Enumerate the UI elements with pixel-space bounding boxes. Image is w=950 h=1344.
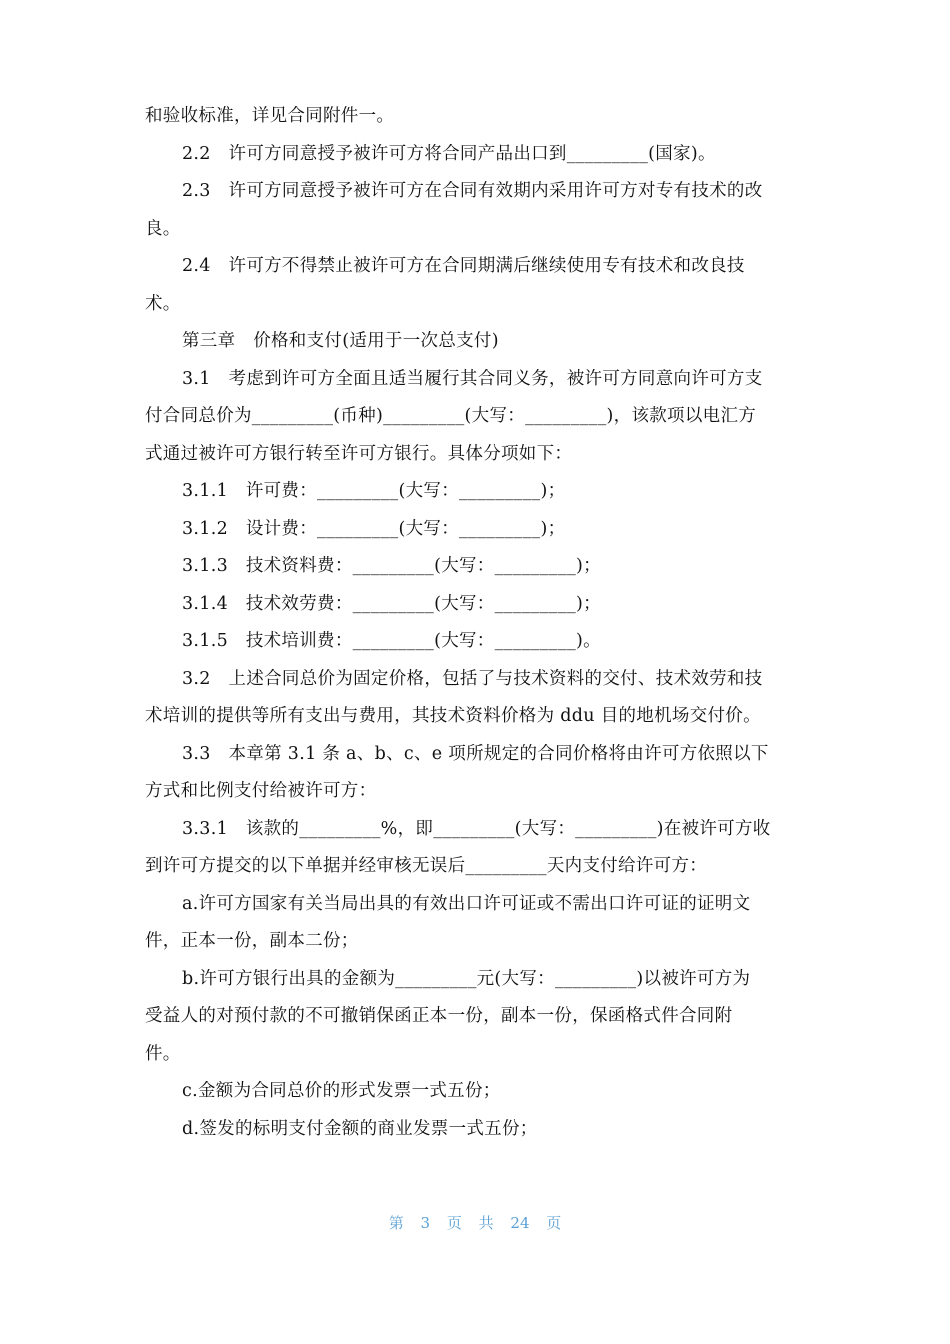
text-line: 受益人的对预付款的不可撤销保函正本一份，副本一份，保函格式件合同附 [145, 1006, 733, 1026]
text-line: 式通过被许可方银行转至许可方银行。具体分项如下： [145, 443, 573, 464]
text-line: c.金额为合同总价的形式发票一式五份； [182, 1081, 501, 1101]
text-line: 方式和比例支付给被许可方： [145, 781, 377, 801]
footer-total-pages: 24 [510, 1214, 530, 1232]
text-line: b.许可方银行出具的金额为_________元(大写：_________)以被许可方为 [182, 968, 751, 989]
text-line: 件，正本一份，副本二份； [145, 931, 359, 951]
text-line: 2.2 许可方同意授予被许可方将合同产品出口到_________(国家)。 [182, 143, 716, 164]
text-line: 3.1 考虑到许可方全面且适当履行其合同义务，被许可方同意向许可方支 [182, 368, 763, 389]
text-line: 第三章 价格和支付(适用于一次总支付) [182, 331, 499, 351]
text-line: 3.2 上述合同总价为固定价格，包括了与技术资料的交付、技术效劳和技 [182, 668, 763, 689]
text-line: 良。 [145, 218, 181, 239]
text-line: 到许可方提交的以下单据并经审核无误后_________天内支付给许可方： [145, 856, 708, 876]
text-line: 2.4 许可方不得禁止被许可方在合同期满后继续使用专有技术和改良技 [182, 256, 745, 276]
text-line: 3.3 本章第 3.1 条 a、b、c、e 项所规定的合同价格将由许可方依照以下 [182, 743, 769, 764]
text-line: 3.1.1 许可费：_________(大写：_________)； [182, 481, 566, 501]
page-footer [0, 1212, 950, 1233]
footer-label-di: 第 [388, 1214, 404, 1232]
text-line: 件。 [145, 1043, 181, 1064]
text-line: 3.1.4 技术效劳费：_________(大写：_________)； [182, 593, 601, 614]
footer-label-ye-end: 页 [546, 1214, 562, 1232]
text-line: 和验收标准，详见合同附件一。 [145, 106, 395, 126]
text-line: 3.1.3 技术资料费：_________(大写：_________)； [182, 556, 601, 576]
document-body [145, 98, 810, 1148]
footer-page-number: 3 [420, 1214, 431, 1232]
text-line: 2.3 许可方同意授予被许可方在合同有效期内采用许可方对专有技术的改 [182, 181, 763, 201]
text-line: 术培训的提供等所有支出与费用，其技术资料价格为 ddu 目的地机场交付价。 [145, 706, 761, 726]
footer-label-ye: 页 [446, 1214, 462, 1232]
text-line: 术。 [145, 293, 181, 314]
footer-label-gong: 共 [478, 1214, 494, 1232]
text-line: 付合同总价为_________(币种)_________(大写：_________)，该款项以电汇方 [145, 406, 757, 426]
text-line: d.签发的标明支付金额的商业发票一式五份； [182, 1118, 538, 1139]
text-line: 3.3.1 该款的_________%，即_________(大写：_________)在被许可方收 [182, 818, 771, 839]
text-line: 3.1.2 设计费：_________(大写：_________)； [182, 518, 566, 539]
text-line: 3.1.5 技术培训费：_________(大写：_________)。 [182, 631, 601, 651]
text-line: a.许可方国家有关当局出具的有效出口许可证或不需出口许可证的证明文 [182, 893, 751, 914]
